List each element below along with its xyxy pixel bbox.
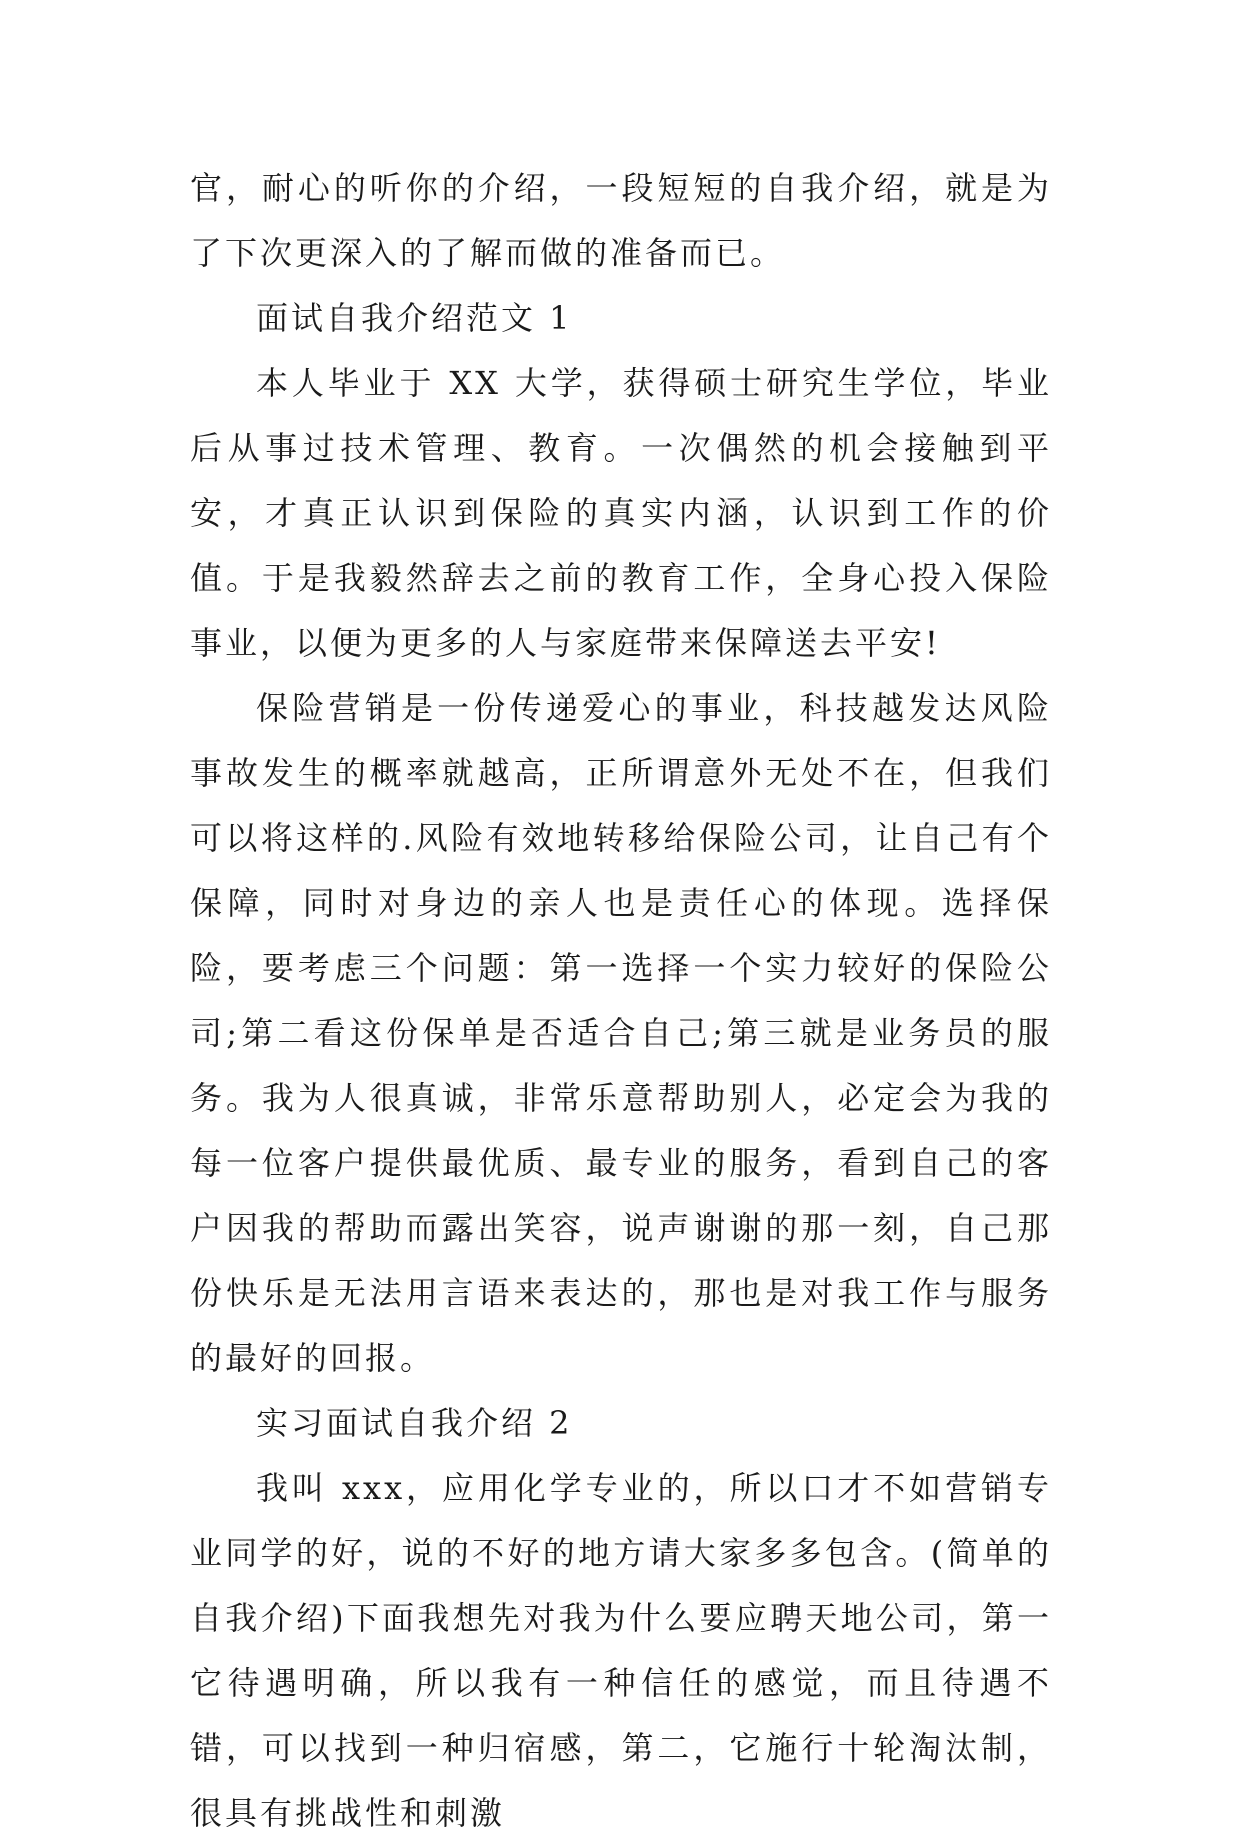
- sample-2-paragraph-1: 我叫 xxx，应用化学专业的，所以口才不如营销专业同学的好，说的不好的地方请大家多多包含。(简单的自我介绍)下面我想先对我为什么要应聘天地公司，第一它待遇明确，所以我有一种信任的感觉，而且待遇不错，可以找到一种归宿感，第二，它施行十轮淘汰制，很具有挑战性和刺激: [190, 1469, 1052, 1832]
- section-heading-sample-2: 实习面试自我介绍 2: [256, 1404, 573, 1442]
- sample-1-paragraph-1: 本人毕业于 XX 大学，获得硕士研究生学位，毕业后从事过技术管理、教育。一次偶然的机会接触到平安，才真正认识到保险的真实内涵，认识到工作的价值。于是我毅然辞去之前的教育工作，全身心投入保险事业，以便为更多的人与家庭带来保障送去平安!: [190, 364, 1052, 662]
- intro-paragraph-continuation: 官，耐心的听你的介绍，一段短短的自我介绍，就是为了下次更深入的了解而做的准备而已。: [190, 169, 1052, 272]
- sample-1-paragraph-2: 保险营销是一份传递爱心的事业，科技越发达风险事故发生的概率就越高，正所谓意外无处不在，但我们可以将这样的.风险有效地转移给保险公司，让自己有个保障，同时对身边的亲人也是责任心的体现。选择保险，要考虑三个问题：第一选择一个实力较好的保险公司;第二看这份保单是否适合自己;第三就是业务员的服务。我为人很真诚，非常乐意帮助别人，必定会为我的每一位客户提供最优质、最专业的服务，看到自己的客户因我的帮助而露出笑容，说声谢谢的那一刻，自己那份快乐是无法用言语来表达的，那也是对我工作与服务的最好的回报。: [190, 689, 1052, 1377]
- document-page: [190, 156, 1052, 1846]
- section-heading-sample-1: 面试自我介绍范文 1: [256, 299, 573, 337]
